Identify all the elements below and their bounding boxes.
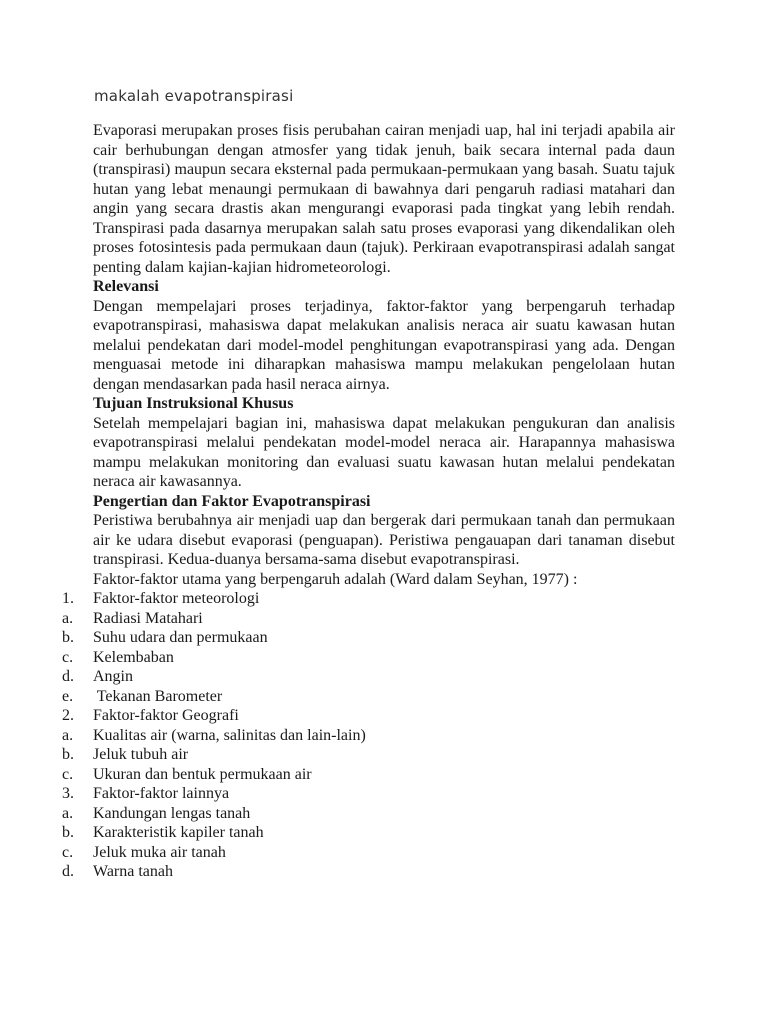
- list-marker: c.: [62, 765, 74, 783]
- list-item: [62, 862, 675, 882]
- section-body-pengertian: Peristiwa berubahnya air menjadi uap dan bergerak dari permukaan tanah dan permukaan air ke udara disebut evaporasi (penguapan). Peristiwa pengauapan dari tanaman disebut transpirasi. Kedua-duanya bersama-sama disebut evapotranspirasi.: [93, 512, 675, 568]
- list-marker: d.: [62, 668, 74, 685]
- list-text: Suhu udara dan permukaan: [93, 629, 268, 646]
- list-item: [62, 765, 675, 785]
- list-text: Kualitas air (warna, salinitas dan lain-lain): [93, 726, 366, 744]
- list-marker: 2.: [62, 707, 74, 724]
- list-text: Jeluk muka air tanah: [93, 843, 226, 861]
- list-marker: c.: [62, 843, 74, 861]
- list-text: Ukuran dan bentuk permukaan air: [93, 765, 312, 783]
- list-item: [62, 823, 675, 843]
- section-body-relevansi: Dengan mempelajari proses terjadinya, faktor-faktor yang berpengaruh terhadap evapotranspirasi, mahasiswa dapat melakukan analisis neraca air suatu kawasan hutan melalui pendekatan dari model-model penghitungan evapotranspirasi yang ada. Dengan menguasai metode ini diharapkan mahasiswa mampu melakukan pengelolaan hutan dengan mendasarkan pada hasil neraca airnya.: [93, 297, 675, 393]
- list-item: [62, 726, 675, 746]
- list-text: Faktor-faktor lainnya: [93, 785, 230, 802]
- factor-list: [62, 589, 675, 882]
- list-text: Angin: [93, 668, 133, 685]
- list-marker: e.: [62, 687, 74, 705]
- list-text: Warna tanah: [93, 863, 173, 880]
- list-marker: d.: [62, 863, 74, 880]
- list-item: [62, 687, 675, 707]
- section-heading-relevansi: Relevansi: [93, 278, 159, 295]
- list-marker: a.: [62, 804, 74, 822]
- list-item: [62, 745, 675, 765]
- list-marker: b.: [62, 746, 74, 763]
- document-title: makalah evapotranspirasi: [94, 87, 294, 105]
- section-heading-pengertian: Pengertian dan Faktor Evapotranspirasi: [93, 492, 371, 510]
- section-body-tujuan: Setelah mempelajari bagian ini, mahasiswa dapat melakukan pengukuran dan analisis evapotranspirasi melalui pendekatan model-model neraca air. Harapannya mahasiswa mampu melakukan monitoring dan evaluasi suatu kawasan hutan melalui pendekatan neraca air kawasannya.: [93, 414, 675, 490]
- list-marker: a.: [62, 726, 74, 744]
- list-text: Tekanan Barometer: [93, 687, 223, 705]
- list-text: Kelembaban: [93, 648, 174, 666]
- list-item: [62, 648, 675, 668]
- list-marker: b.: [62, 629, 74, 646]
- list-text: Karakteristik kapiler tanah: [93, 824, 264, 841]
- list-marker: b.: [62, 824, 74, 841]
- list-item: [62, 706, 675, 726]
- list-marker: 3.: [62, 785, 74, 802]
- list-item: [62, 609, 675, 629]
- factors-intro: Faktor-faktor utama yang berpengaruh adalah (Ward dalam Seyhan, 1977) :: [93, 570, 578, 588]
- list-text: Faktor-faktor meteorologi: [93, 590, 260, 607]
- list-text: Jeluk tubuh air: [93, 746, 189, 763]
- list-item: [62, 784, 675, 804]
- list-item: [62, 843, 675, 863]
- section-heading-tujuan: Tujuan Instruksional Khusus: [93, 395, 294, 412]
- document-body: [62, 121, 675, 882]
- list-item: [62, 667, 675, 687]
- list-item: [62, 628, 675, 648]
- list-marker: c.: [62, 648, 74, 666]
- list-item: [62, 804, 675, 824]
- list-marker: a.: [62, 609, 74, 627]
- list-text: Faktor-faktor Geografi: [93, 707, 239, 724]
- list-text: Radiasi Matahari: [93, 609, 203, 627]
- list-item: [62, 589, 675, 609]
- intro-paragraph: Evaporasi merupakan proses fisis perubahan cairan menjadi uap, hal ini terjadi apabila air cair berhubungan dengan atmosfer yang tidak jenuh, baik secara internal pada daun (transpirasi) maupun secara eksternal pada permukaan-permukaan yang basah. Suatu tajuk hutan yang lebat menaungi permukaan di bawahnya dari pengaruh radiasi matahari dan angin yang secara drastis akan mengurangi evaporasi pada tingkat yang lebih rendah. Transpirasi pada dasarnya merupakan salah satu proses evaporasi yang dikendalikan oleh proses fotosintesis pada permukaan daun (tajuk). Perkiraan evapotranspirasi adalah sangat penting dalam kajian-kajian hidrometeorologi.: [93, 122, 675, 276]
- list-text: Kandungan lengas tanah: [93, 804, 251, 822]
- list-marker: 1.: [62, 590, 74, 607]
